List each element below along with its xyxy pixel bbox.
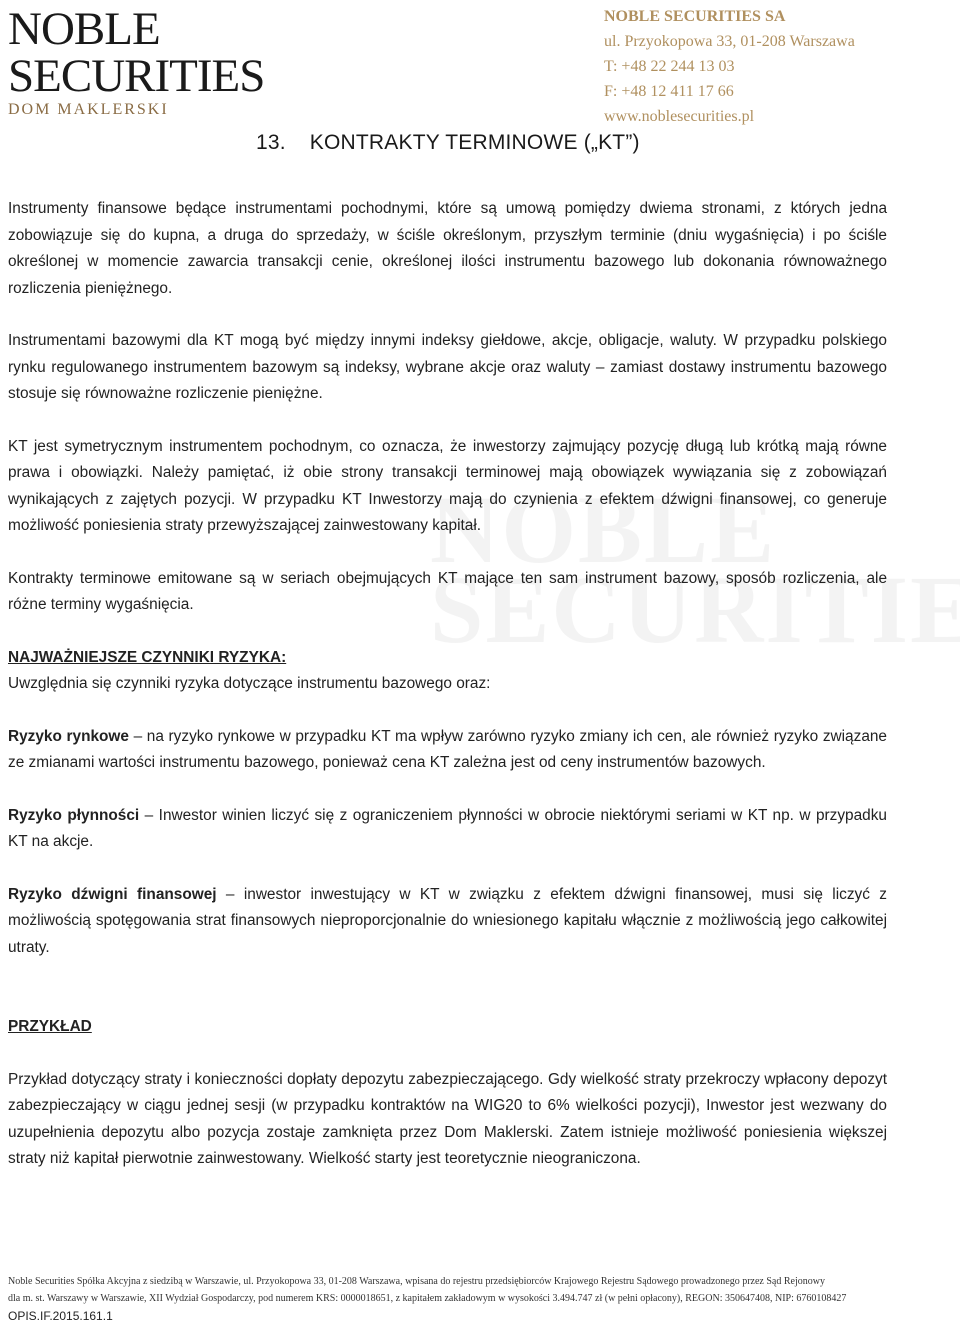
footer-line-1: Noble Securities Spółka Akcyjna z siedzibą w Warszawie, ul. Przyokopowa 33, 01-208 Warszawa, wpisana do rejestru przedsiębiorców Krajowego Rejestru Sądowego prowadzonego przez Sąd Rejonowy (8, 1276, 825, 1287)
logo-line-3: DOM MAKLERSKI (8, 101, 169, 118)
risk-market (8, 724, 887, 777)
paragraph-definition: Instrumenty finansowe będące instrumentami pochodnymi, które są umową pomiędzy dwiema stronami, z których jedna zobowiązuje się do kupna, a druga do sprzedaży, w ściśle określonym, przyszłym terminie (dniu wygaśnięcia) i po ściśle określonej w momencie zawarcia transakcji cenie, określonej ilości instrumentu bazowego lub dokonania równoważnego rozliczenia pieniężnego. (8, 200, 887, 297)
risk-intro: Uwzględnia się czynniki ryzyka dotyczące instrumentu bazowego oraz: (8, 675, 491, 692)
contact-web: www.noblesecurities.pl (604, 108, 755, 125)
legal-footer (8, 1273, 888, 1307)
contact-fax: F: +48 12 411 17 66 (604, 83, 734, 100)
example-text: Przykład dotyczący straty i konieczności dopłaty depozytu zabezpieczającego. Gdy wielkość straty przekroczy wpłacony depozyt zabezpieczający w ciągu jednej sesji (w przypadku kontraktów na WIG20 to 6% wielkości pozycji), Inwestor jest wezwany do uzupełnienia depozytu albo pozycja zostaje zamknięta przez Dom Maklerski. Zatem istnieje możliwość poniesienia większej straty niż kapitał pierwotnie zainwestowany. Wielkość starty jest teoretycznie nieograniczona. (8, 1070, 887, 1167)
risk-leverage-term: Ryzyko dźwigni finansowej (8, 885, 217, 903)
contact-address: ul. Przyokopowa 33, 01-208 Warszawa (604, 33, 855, 50)
risk-leverage (8, 882, 887, 962)
logo-line-1: NOBLE (8, 3, 160, 55)
company-logo (8, 3, 308, 119)
section-heading (256, 131, 640, 155)
risk-market-term: Ryzyko rynkowe (8, 727, 129, 745)
risk-header-text: NAJWAŻNIEJSZE CZYNNIKI RYZYKA: (8, 648, 287, 666)
contact-block (604, 4, 855, 129)
section-title: KONTRAKTY TERMINOWE („KT”) (309, 131, 640, 154)
document-body (8, 196, 887, 1173)
paragraph-underlying: Instrumentami bazowymi dla KT mogą być między innymi indeksy giełdowe, akcje, obligacje, waluty. W przypadku polskiego rynku regulowanego instrumentem bazowym są indeksy, wybrane akcje oraz waluty – zamiast dostawy instrumentu bazowego stosuje się równoważne rozliczenie pieniężne. (8, 332, 887, 402)
paragraph-symmetry: KT jest symetrycznym instrumentem pochodnym, co oznacza, że inwestorzy zajmujący pozycję długą lub krótką mają równe prawa i obowiązki. Należy pamiętać, iż obie strony transakcji terminowej mają obowiązek wywiązania się z zobowiązań wynikających z zajętych pozycji. W przypadku KT Inwestorzy mają do czynienia z efektem dźwigni finansowej, co generuje możliwość poniesienia straty przewyższającej zainwestowany kapitał. (8, 437, 887, 534)
risk-liquidity-term: Ryzyko płynności (8, 806, 140, 824)
example-header (8, 1014, 887, 1041)
logo-line-2: SECURITIES (8, 50, 265, 102)
paragraph-series: Kontrakty terminowe emitowane są w seriach obejmujących KT mające ten sam instrument bazowy, sposób rozliczenia, ale różne terminy wygaśnięcia. (8, 569, 887, 613)
footer-line-2: dla m. st. Warszawy w Warszawie, XII Wydział Gospodarczy, pod numerem KRS: 0000018651, z kapitałem zakładowym w wysokości 3.494.747 zł (w pełni opłacony), REGON: 350647408, NIP: 6760108427 (8, 1293, 847, 1304)
risk-market-text: – na ryzyko rynkowe w przypadku KT ma wpływ zarówno ryzyko zmiany ich cen, ale również ryzyko związane ze zmianami wartości instrumentu bazowego, ponieważ cena KT zależna jest od ceny instrumentów bazowych. (8, 727, 887, 771)
risk-liquidity-text: – Inwestor winien liczyć się z ograniczeniem płynności w obrocie niektórymi seriami w KT np. w przypadku KT na akcje. (8, 806, 887, 850)
document-code: OPIS.IF.2015.161.1 (8, 1309, 113, 1323)
example-header-text: PRZYKŁAD (8, 1018, 92, 1035)
risk-liquidity (8, 803, 887, 856)
contact-company: NOBLE SECURITIES SA (604, 8, 786, 25)
contact-phone: T: +48 22 244 13 03 (604, 58, 735, 75)
risk-leverage-text: – inwestor inwestujący w KT w związku z efektem dźwigni finansowej, musi się liczyć z możliwością spotęgowania strat finansowych nieproporcjonalnie do wniesionego kapitału włącznie z możliwością jego całkowitej utraty. (8, 885, 887, 956)
section-number: 13. (256, 131, 286, 154)
risk-header (8, 645, 887, 672)
